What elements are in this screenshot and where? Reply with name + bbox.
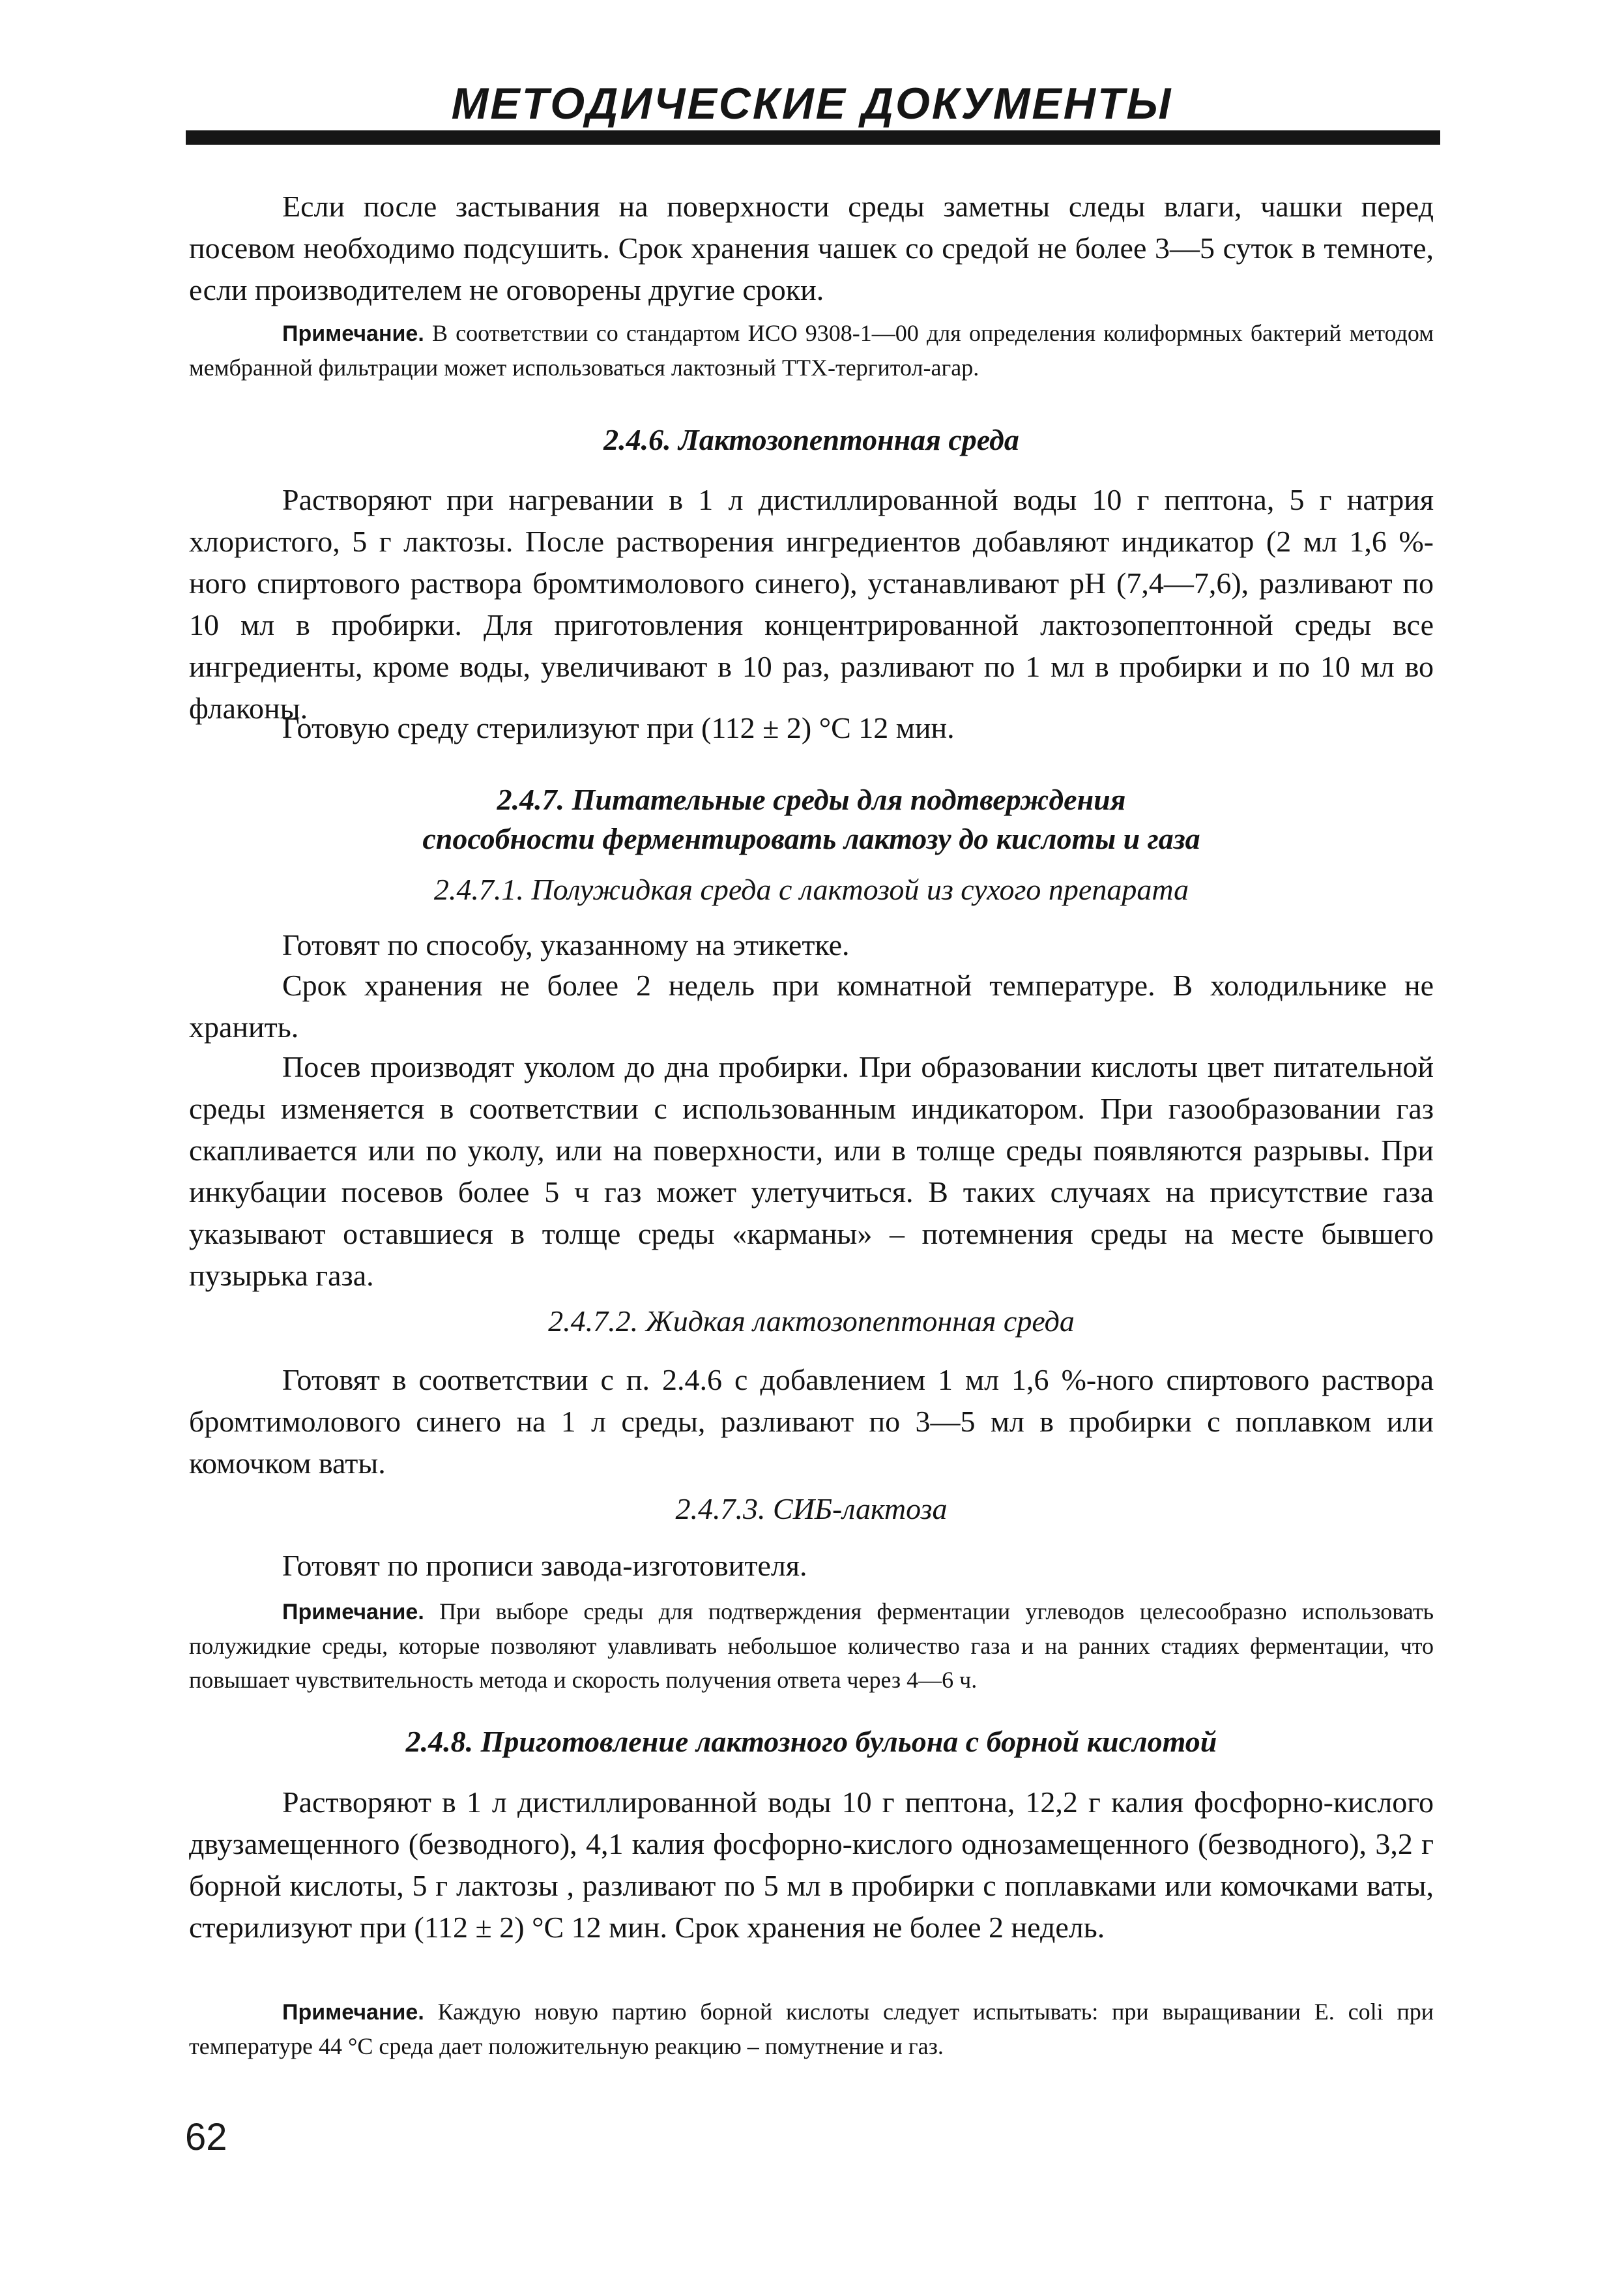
paragraph-2-4-7-1-c: Посев производят уколом до дна пробирки. При образовании кислоты цвет питательной среды изменяется в соответствии с использованным индикатором. При газообразовании газ скапливается или по уколу, или на поверхности, или в толще среды появляются разрывы. При инкубации посевов более 5 ч газ может улетучиться. В таких случаях на присутствие газа указывают оставшиеся в толще среды «карманы» – потемнения среды на месте бывшего пузырька газа.	[189, 1050, 1434, 1292]
paragraph-2-4-6-body: Растворяют при нагревании в 1 л дистиллированной воды 10 г пептона, 5 г натрия хлористого, 5 г лактозы. После растворения ингредиентов добавляют индикатор (2 мл 1,6 %-ного спиртового раствора бромтимолового синего), устанавливают pH (7,4—7,6), разливают по 10 мл в пробирки. Для приготовления концентрированной лактозопептонной среды все ингредиенты, кроме воды, увеличивают в 10 раз, разливают по 1 мл в пробирки и по 10 мл во флаконы.	[189, 483, 1434, 725]
heading-2-4-7-2: 2.4.7.2. Жидкая лактозопептонная среда	[548, 1304, 1075, 1338]
note-2	[189, 1594, 1434, 1697]
running-header-title: МЕТОДИЧЕСКИЕ ДОКУМЕНТЫ	[451, 79, 1173, 128]
paragraph-2-4-6-sterilize: Готовую среду стерилизуют при (112 ± 2) °C 12 мин.	[282, 711, 955, 744]
note-1	[189, 316, 1434, 385]
heading-2-4-7-3: 2.4.7.3. СИБ-лактоза	[675, 1492, 948, 1525]
paragraph-intro: Если после застывания на поверхности среды заметны следы влаги, чашки перед посевом необходимо подсушить. Срок хранения чашек со средой не более 3—5 суток в темноте, если производителем не оговорены другие сроки.	[189, 190, 1434, 306]
header-rule	[186, 130, 1440, 145]
note-3-label: Примечание.	[282, 2000, 424, 2025]
heading-2-4-6: 2.4.6. Лактозопептонная среда	[603, 423, 1019, 456]
page-number: 62	[185, 2116, 227, 2158]
note-1-label: Примечание.	[282, 321, 424, 346]
note-2-label: Примечание.	[282, 1600, 424, 1624]
note-3	[189, 1995, 1434, 2063]
heading-2-4-8: 2.4.8. Приготовление лактозного бульона с борной кислотой	[405, 1725, 1217, 1758]
paragraph-2-4-8: Растворяют в 1 л дистиллированной воды 10 г пептона, 12,2 г калия фосфорно-кислого двузамещенного (безводного), 4,1 калия фосфорно-кислого однозамещенного (безводного), 3,2 г борной кислоты, 5 г лактозы , разливают по 5 мл в пробирки с поплавками или комочками ваты, стерилизуют при (112 ± 2) °C 12 мин. Срок хранения не более 2 недель.	[189, 1785, 1434, 1944]
heading-2-4-7-line2: способности ферментировать лактозу до кислоты и газа	[422, 822, 1200, 855]
note-1-text: В соответствии со стандартом ИСО 9308-1—00 для определения колиформных бактерий методом мембранной фильтрации может использоваться лактозный ТТХ-тергитол-агар.	[189, 320, 1434, 381]
note-2-text: При выборе среды для подтверждения ферментации углеводов целесообразно использовать полужидкие среды, которые позволяют улавливать небольшое количество газа и на ранних стадиях ферментации, что повышает чувствительность метода и скорость получения ответа через 4—6 ч.	[189, 1598, 1434, 1693]
paragraph-2-4-7-3: Готовят по прописи завода-изготовителя.	[282, 1549, 807, 1582]
heading-2-4-7-1: 2.4.7.1. Полужидкая среда с лактозой из сухого препарата	[433, 873, 1189, 906]
heading-2-4-7-line1: 2.4.7. Питательные среды для подтверждения	[497, 783, 1126, 816]
note-3-text: Каждую новую партию борной кислоты следует испытывать: при выращивании E. coli при температуре 44 °C среда дает положительную реакцию – помутнение и газ.	[189, 1999, 1434, 2059]
paragraph-2-4-7-1-a: Готовят по способу, указанному на этикетке.	[282, 928, 850, 962]
paragraph-2-4-7-2: Готовят в соответствии с п. 2.4.6 с добавлением 1 мл 1,6 %-ного спиртового раствора бромтимолового синего на 1 л среды, разливают по 3—5 мл в пробирки с поплавком или комочком ваты.	[189, 1363, 1434, 1480]
paragraph-2-4-7-1-b: Срок хранения не более 2 недель при комнатной температуре. В холодильнике не хранить.	[189, 969, 1434, 1044]
